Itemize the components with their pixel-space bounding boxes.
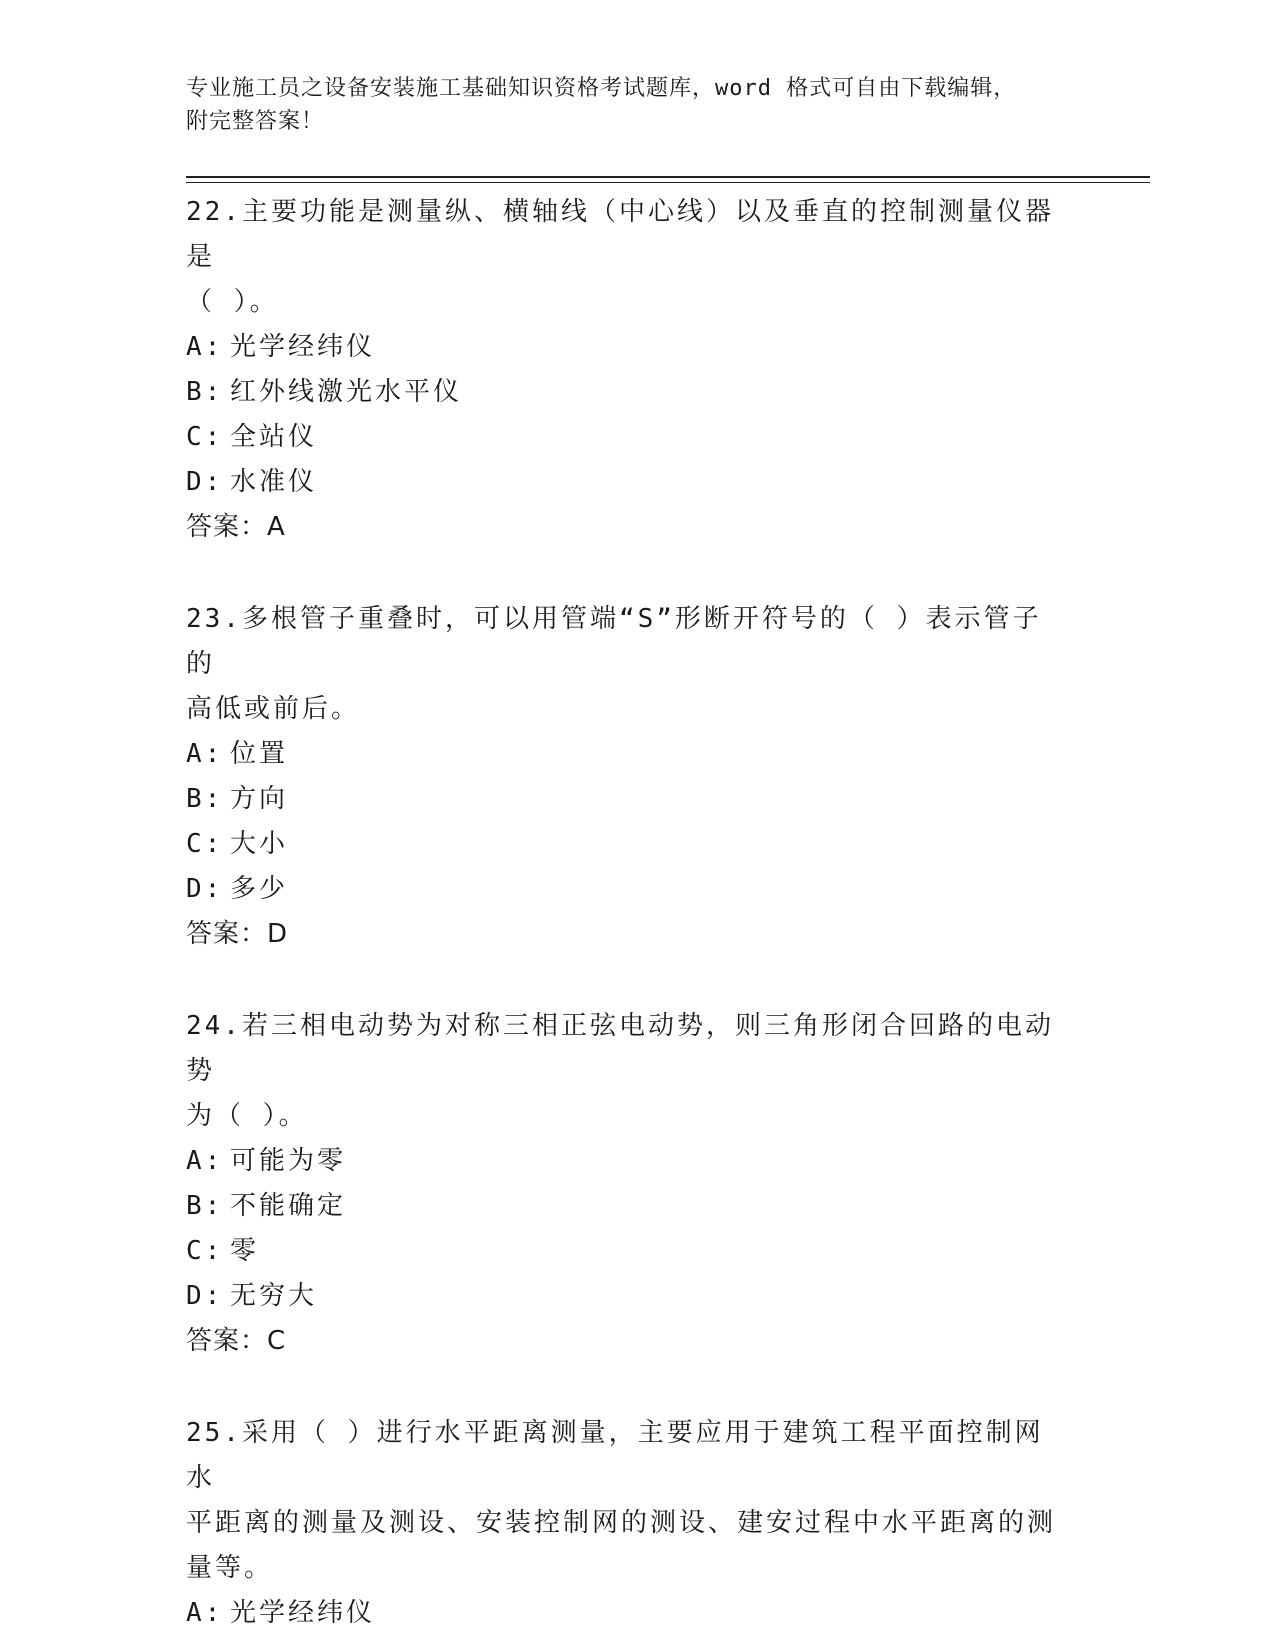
option-text: 光学经纬仪: [230, 332, 376, 362]
header-line-2: 附完整答案！: [186, 109, 325, 134]
option-d: [186, 1274, 1066, 1319]
option-text: 大小: [230, 829, 289, 859]
option-text: 零: [230, 1236, 260, 1266]
question-stem-line: 25.采用（ ）进行水平距离测量，主要应用于建筑工程平面控制网水: [186, 1418, 1044, 1493]
question-stem-line: 为（ ）。: [186, 1101, 308, 1131]
header-divider-thin: [186, 182, 1150, 183]
question-stem-line: 24.若三相电动势为对称三相正弦电动势，则三角形闭合回路的电动势: [186, 1011, 1054, 1086]
question-23: [186, 597, 1066, 957]
option-text: 多少: [230, 874, 289, 904]
option-text: 全站仪: [230, 422, 318, 452]
option-c: [186, 1229, 1066, 1274]
option-text: 红外线激光水平仪: [230, 377, 463, 407]
question-stem-line: （ ）。: [186, 287, 279, 317]
option-c: [186, 822, 1066, 867]
question-stem-line: 22.主要功能是测量纵、横轴线（中心线）以及垂直的控制测量仪器是: [186, 197, 1054, 272]
option-letter: C:: [186, 829, 224, 859]
option-text: 方向: [230, 784, 289, 814]
option-text: 无穷大: [230, 1281, 318, 1311]
option-letter: B:: [186, 784, 224, 814]
option-a: [186, 732, 1066, 777]
option-c: [186, 415, 1066, 460]
question-25: [186, 1411, 1066, 1636]
question-22: [186, 190, 1066, 550]
option-letter: A:: [186, 739, 224, 769]
answer-line: 答案：C: [186, 1326, 287, 1356]
option-letter: B:: [186, 1191, 224, 1221]
question-stem-line: 量等。: [186, 1553, 274, 1583]
option-letter: B:: [186, 377, 224, 407]
option-letter: A:: [186, 1146, 224, 1176]
header-line-1: 专业施工员之设备安装施工基础知识资格考试题库，word 格式可自由下载编辑，: [186, 76, 1017, 101]
answer-line: 答案：A: [186, 512, 286, 542]
answer-line: 答案：D: [186, 919, 289, 949]
option-a: [186, 1139, 1066, 1184]
option-text: 不能确定: [230, 1191, 347, 1221]
option-d: [186, 867, 1066, 912]
option-b: [186, 370, 1066, 415]
question-stem-line: 高低或前后。: [186, 694, 361, 724]
option-text: 水准仪: [230, 467, 318, 497]
option-letter: A:: [186, 332, 224, 362]
option-letter: D:: [186, 874, 224, 904]
option-letter: C:: [186, 1236, 224, 1266]
option-a: [186, 325, 1066, 370]
question-24: [186, 1004, 1066, 1364]
option-text: 位置: [230, 739, 289, 769]
option-b: [186, 1184, 1066, 1229]
option-b: [186, 777, 1066, 822]
option-letter: A:: [186, 1598, 224, 1628]
option-text: 可能为零: [230, 1146, 347, 1176]
header-divider-thick: [186, 176, 1150, 178]
option-text: 光学经纬仪: [230, 1598, 376, 1628]
question-stem-line: 23.多根管子重叠时，可以用管端“S”形断开符号的（ ）表示管子的: [186, 604, 1042, 679]
option-d: [186, 460, 1066, 505]
question-list: [186, 190, 1066, 1636]
option-letter: D:: [186, 467, 224, 497]
question-stem-line: 平距离的测量及测设、安装控制网的测设、建安过程中水平距离的测: [186, 1508, 1057, 1538]
option-letter: C:: [186, 422, 224, 452]
option-letter: D:: [186, 1281, 224, 1311]
option-a: [186, 1591, 1066, 1636]
document-header: [186, 72, 1066, 138]
